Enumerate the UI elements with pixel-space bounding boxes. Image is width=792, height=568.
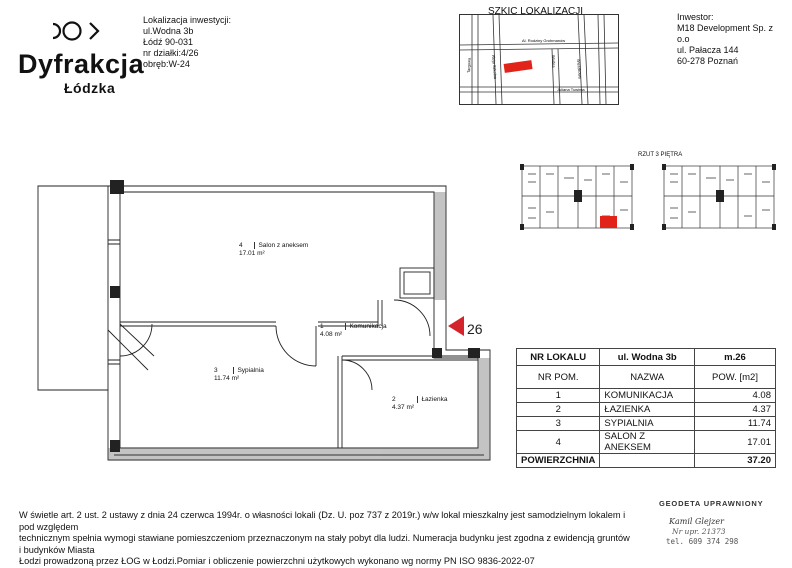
unit-floor-plan (28, 160, 498, 470)
row-nr: 2 (517, 403, 600, 417)
investor-street: ul. Pałacza 144 (677, 45, 739, 55)
location-info (143, 15, 253, 70)
row-nr: 1 (517, 389, 600, 403)
header-unit-number: m.26 (695, 349, 776, 366)
room-area-bathroom: 4.37 m² (392, 404, 415, 411)
room-num-living: 4 (239, 242, 243, 249)
sketch-street-2: Aleja Szkolna (491, 54, 499, 80)
keyplan-title: RZUT 3 PIĘTRA (638, 152, 683, 158)
room-name-hall: Komunikacja (345, 323, 386, 330)
room-num-bedroom: 3 (214, 367, 218, 374)
stamp-license: Nr upr. 21373 (672, 527, 726, 536)
col-header-name: NAZWA (600, 366, 695, 389)
unit-marker-triangle (446, 316, 466, 336)
total-value: 37.20 (695, 454, 776, 468)
room-area-hall: 4.08 m² (320, 331, 343, 338)
total-label: POWIERZCHNIA (517, 454, 600, 468)
table-total-row (517, 454, 776, 468)
investor-heading: Inwestor: (677, 12, 714, 22)
row-name: SALON Z ANEKSEM (600, 431, 695, 454)
table-row (517, 403, 776, 417)
room-label-living (239, 242, 308, 258)
logo-circles (48, 20, 106, 42)
header-unit-label: NR LOKALU (517, 349, 600, 366)
row-name: KOMUNIKACJA (600, 389, 695, 403)
row-area: 17.01 (695, 431, 776, 454)
room-num-hall: 1 (320, 323, 324, 330)
table-row (517, 431, 776, 454)
table-header-row (517, 349, 776, 366)
sketch-map-drawing (460, 15, 618, 104)
row-nr: 4 (517, 431, 600, 454)
logo-wordmark: Dyfrakcja (18, 49, 145, 79)
sketch-street-4: Targowa (466, 57, 472, 74)
location-street: ul.Wodna 3b (143, 26, 194, 36)
row-area: 4.37 (695, 403, 776, 417)
row-area: 4.08 (695, 389, 776, 403)
logo-subtitle: Łódzka (64, 80, 116, 96)
location-precinct: obręb:W-24 (143, 59, 190, 69)
sketch-street-3: Wodna (551, 54, 557, 68)
room-label-hall (320, 323, 387, 339)
unit-marker-number: 26 (467, 321, 483, 337)
investor-city: 60-278 Poznań (677, 56, 739, 66)
investor-info (677, 12, 787, 67)
row-name: ŁAZIENKA (600, 403, 695, 417)
col-header-area: POW. [m2] (695, 366, 776, 389)
room-area-bedroom: 11.74 m² (214, 375, 240, 382)
floor-keyplan (518, 160, 778, 240)
legal-note-line-1: W świetle art. 2 ust. 2 ustawy z dnia 24 czerwca 1994r. o własności lokali (Dz. U. poz 737 z 2019r.) w/w lokal mieszkalny jest samodzielnym lokalem i pod względem (19, 510, 626, 532)
table-row (517, 417, 776, 431)
room-label-bathroom (392, 396, 447, 412)
table-row (517, 389, 776, 403)
legal-note-line-2: technicznym spełnia wymogi stawiane pomieszczeniom przeznaczonym na stały pobyt dla ludzi. Numeracja budynku jest zgodna z ewidencją gruntów i budynków Miasta (19, 533, 630, 555)
room-area-living: 17.01 m² (239, 250, 265, 257)
room-name-living: Salon z aneksem (254, 242, 308, 249)
stamp-title: GEODETA UPRAWNIONY (659, 499, 764, 508)
col-header-nr: NR POM. (517, 366, 600, 389)
sketch-title: SZKIC LOKALIZACJI (488, 6, 584, 17)
location-heading: Lokalizacja inwestycji: (143, 15, 232, 25)
room-num-bathroom: 2 (392, 396, 396, 403)
sketch-street-6: Wierzbowa (576, 58, 583, 79)
unit-area-table (516, 348, 776, 468)
room-name-bedroom: Sypialnia (233, 367, 263, 374)
row-nr: 3 (517, 417, 600, 431)
room-name-bathroom: Łazienka (417, 396, 447, 403)
sketch-street-5: Julianа Tuwima (557, 87, 585, 92)
row-area: 11.74 (695, 417, 776, 431)
sketch-street-1: Al. Rodziny Grohmanów (522, 38, 566, 43)
location-sketch-map (459, 14, 619, 105)
row-name: SYPIALNIA (600, 417, 695, 431)
header-address: ul. Wodna 3b (600, 349, 695, 366)
investor-name: M18 Development Sp. z o.o (677, 23, 774, 44)
stamp-name: Kamil Glejzer (669, 517, 724, 526)
location-plot: nr działki:4/26 (143, 48, 199, 58)
location-city: Łódź 90-031 (143, 37, 194, 47)
total-empty (600, 454, 695, 468)
stamp-phone: tel. 609 374 298 (666, 537, 739, 546)
table-column-headers (517, 366, 776, 389)
keyplan-unit-highlight (600, 216, 617, 228)
room-label-bedroom (214, 367, 264, 383)
legal-note-line-3: Łodzi prowadzoną przez ŁOG w Łodzi.Pomiar i obliczenie powierzchni użytkowych wykonano wg normy PN ISO 9836-2022-07 (19, 556, 535, 566)
